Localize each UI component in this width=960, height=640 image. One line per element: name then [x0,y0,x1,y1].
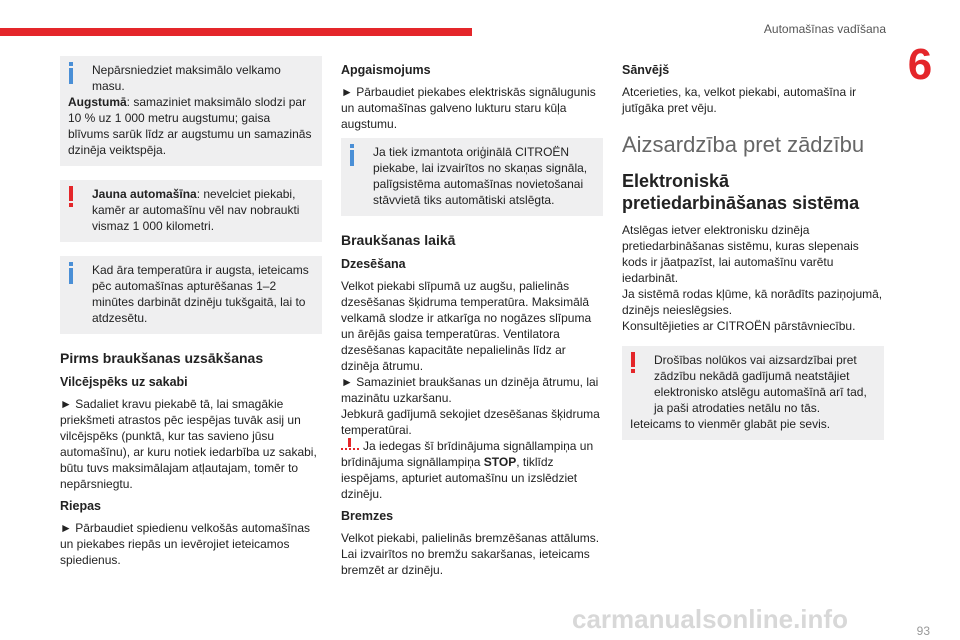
paragraph: ► Sadaliet kravu piekabē tā, lai smagākie priekšmeti atrastos pēc iespējas tuvāk asij un vilcējspēks (punktā, kur tas savieno jūsu automašīnu), ar kuru notiek iedarbība uz sakabi, būtu tuvs maksimālajam atļautajam, tomēr to nepārsniegtu. [60,397,317,491]
section-title: Automašīnas vadīšana [763,22,886,36]
paragraph: Velkot piekabi, palielinās bremzēšanas attālums. Lai izvairītos no bremžu sakaršanas, ieteicams bremzēt ar dzinēju. [341,531,600,577]
info-icon [347,144,357,166]
warning-icon [66,186,76,208]
info-text-2: Augstumā: samaziniet maksimālo slodzi par 10 % uz 1 000 metru augstumu; gaisa blīvums sarūk līdz ar augstumu un samazinās dzinēja veiktspēja. [68,95,312,157]
paragraph: Atcerieties, ka, velkot piekabi, automašīna ir jutīgāka pret vēju. [622,85,857,115]
paragraph: Ja sistēmā rodas kļūme, kā norādīts paziņojumā, dzinējs neieslēgsies. [622,287,883,317]
paragraph: Atslēgas ietver elektronisku dzinēja pretiedarbināšanas sistēmu, kuras slepenais kods ir jāatpazīst, lai automašīnu varētu iedarbināt. [622,223,859,285]
section-heading: Pirms braukšanas uzsākšanas [60,350,264,366]
paragraph: ► Pārbaudiet spiedienu velkošās automašīnas un piekabes riepās un ievērojiet ieteicamos spiedienus. [60,521,311,567]
warning-icon [628,352,638,374]
paragraph: Velkot piekabi slīpumā uz augšu, palielinās dzesēšanas šķidruma temperatūra. Maksimālā velkamā slodze ir atkarīga no nogāzes slīpuma un ārējās gaisa temperatūras. Ventilatora dzesēšanas kapacitāte nepalielinās līdz ar dzinēja ātrumu. [341,279,592,373]
page-number: 93 [916,624,930,638]
info-text: Ja tiek izmantota oriģinālā CITROËN piekabe, lai izvairītos no skaņas signāla, palīgsistēma automašīnas novietošanai stāvvietā tiks automātiski atslēgta. [373,145,588,207]
chapter-number: 6 [907,40,933,89]
warning-box [60,180,322,242]
info-box [341,138,603,216]
info-box [60,56,322,166]
section-title-large: Aizsardzība pret zādzību [622,132,865,157]
warning-text-2: Ieteicams to vienmēr glabāt pie sevis. [630,417,831,431]
info-icon [66,262,76,284]
coolant-temperature-icon [341,438,359,452]
paragraph: ► Pārbaudiet piekabes elektriskās signālugunis un automašīnas galveno lukturu staru kūļa augstumu. [341,85,596,131]
subheading: Apgaismojums [341,63,431,77]
warning-box [622,346,884,440]
header-accent-bar [0,28,472,36]
warning-lamp-paragraph: Ja iedegas šī brīdinājuma signāllampiņa un brīdinājuma signāllampiņa STOP, tiklīdz iespējams, apturiet automašīnu un izslēdziet dzinēju. [341,439,594,501]
subheading: Dzesēšana [341,257,406,271]
info-box [60,256,322,334]
paragraph: ► Samaziniet braukšanas un dzinēja ātrumu, lai mazinātu uzkaršanu. [341,375,599,405]
section-heading: Braukšanas laikā [341,232,456,248]
subheading: Vilcējspēks uz sakabi [60,375,188,389]
info-text: Kad āra temperatūra ir augsta, ieteicams pēc automašīnas apturēšanas 1–2 minūtes darbināt dzinēju tukšgaitā, lai to atdzesētu. [92,263,309,325]
warning-text: Drošības nolūkos vai aizsardzībai pret zādzību nekādā gadījumā neatstājiet elektronisko atslēgu automašīnā arī tad, ja paši atrodaties netālu no tās. [654,353,867,415]
watermark: carmanualsonline.info [572,604,848,634]
info-text: Nepārsniedziet maksimālo velkamo masu. [92,63,281,93]
column-2 [341,56,603,584]
column-3 [622,56,884,454]
warning-text: Jauna automašīna: nevelciet piekabi, kamēr ar automašīnu vēl nav nobraukti vismaz 1 000 kilometri. [92,187,300,233]
paragraph: Jebkurā gadījumā sekojiet dzesēšanas šķidruma temperatūrai. [341,407,600,437]
paragraph: Konsultējieties ar CITROËN pārstāvniecību. [622,319,856,333]
subheading: Sānvējš [622,63,670,77]
subheading: Riepas [60,499,101,513]
section-heading-bold: Elektroniskā pretiedarbināšanas sistēma [622,171,860,213]
info-icon [66,62,76,84]
subheading: Bremzes [341,509,394,523]
column-1 [60,56,322,574]
